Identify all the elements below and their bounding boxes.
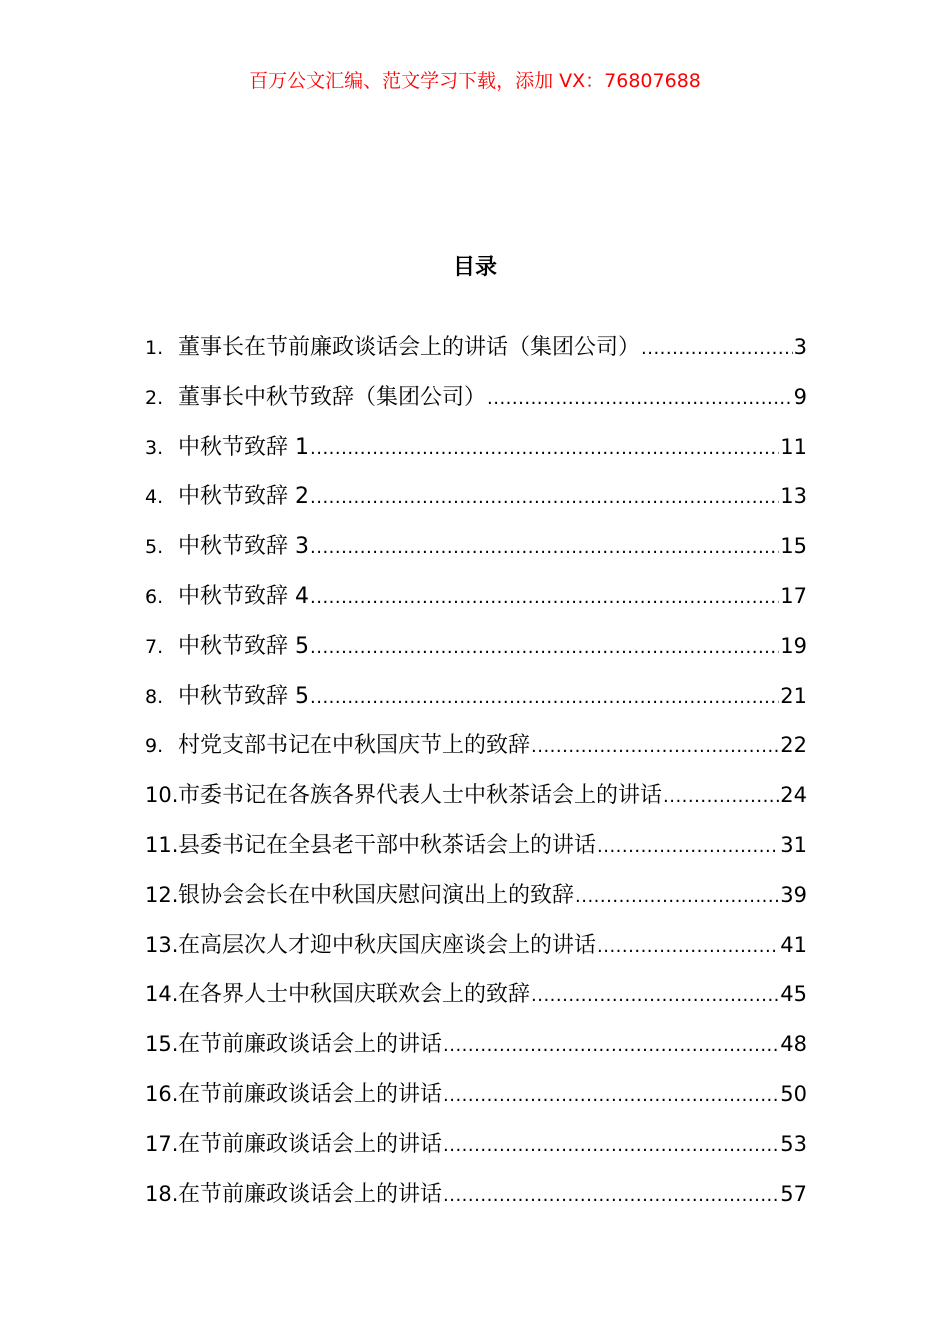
toc-entry-number: 6. [145,585,164,608]
dot-leader [443,1128,779,1164]
toc-entry-2[interactable] [145,379,807,429]
toc-entry-text: 县委书记在全县老干部中秋茶话会上的讲话 [178,832,597,858]
toc-entry-page: 21 [780,683,807,708]
toc-entry-number: 9. [145,735,164,758]
toc-entry-text: 中秋节致辞 5 [178,683,309,709]
toc-entry-17[interactable] [145,1126,807,1176]
dot-leader [310,580,779,616]
toc-entry-number: 1. [145,337,164,359]
dot-leader [310,680,779,716]
toc-entry-text: 在高层次人才迎中秋庆国庆座谈会上的讲话 [178,932,597,958]
toc-entry-page: 19 [780,633,807,658]
toc-entry-number: 7. [145,635,164,658]
toc-entry-page: 48 [780,1032,807,1057]
toc-entry-text: 市委书记在各族各界代表人士中秋茶话会上的讲话 [178,783,663,809]
toc-entry-page: 57 [780,1181,807,1206]
toc-entry-text: 在各界人士中秋国庆联欢会上的致辞 [178,982,531,1008]
toc-entry-7[interactable] [145,628,807,678]
toc-entry-page: 3 [793,335,807,359]
toc-entry-5[interactable] [145,528,807,578]
dot-leader [310,530,779,566]
dot-leader [487,381,793,417]
dot-leader [443,1178,779,1214]
dot-leader [531,978,779,1014]
toc-entry-text: 中秋节致辞 2 [178,484,309,510]
toc-title: 目录 [452,255,497,280]
toc-entry-8[interactable] [145,678,807,728]
toc-entry-9[interactable] [145,727,807,777]
toc-entry-page: 9 [793,384,807,409]
toc-entry-18[interactable] [145,1176,807,1226]
toc-entry-text: 董事长在节前廉政谈话会上的讲话（集团公司） [178,335,641,360]
toc-entry-text: 中秋节致辞 3 [178,534,309,560]
toc-entry-page: 31 [780,832,807,857]
toc-entry-14[interactable] [145,976,807,1026]
toc-entry-text: 在节前廉政谈话会上的讲话 [178,1081,443,1107]
dot-leader [310,630,779,666]
toc-entry-page: 13 [780,484,807,509]
toc-entry-number: 13. [145,932,179,957]
table-of-contents [145,329,807,1225]
toc-entry-text: 村党支部书记在中秋国庆节上的致辞 [178,733,531,759]
toc-entry-number: 14. [145,982,179,1007]
dot-leader [310,480,779,516]
toc-entry-13[interactable] [145,927,807,977]
toc-entry-text: 中秋节致辞 1 [178,434,309,460]
toc-entry-text: 在节前廉政谈话会上的讲话 [178,1181,443,1207]
toc-entry-15[interactable] [145,1026,807,1076]
dot-leader [575,879,779,915]
toc-entry-number: 2. [145,386,164,409]
toc-entry-page: 17 [780,583,807,608]
toc-entry-page: 15 [780,534,807,559]
dot-leader [443,1078,779,1114]
toc-entry-text: 在节前廉政谈话会上的讲话 [178,1032,443,1058]
dot-leader [597,829,779,865]
dot-leader [443,1028,779,1064]
toc-entry-text: 银协会会长在中秋国庆慰问演出上的致辞 [178,882,575,908]
toc-entry-page: 22 [780,733,807,758]
toc-entry-text: 中秋节致辞 5 [178,633,309,659]
dot-leader [641,331,793,367]
toc-entry-page: 11 [780,434,807,459]
dot-leader [663,779,779,815]
toc-entry-page: 45 [780,982,807,1007]
toc-entry-3[interactable] [145,429,807,479]
toc-entry-10[interactable] [145,777,807,827]
toc-entry-16[interactable] [145,1076,807,1126]
toc-entry-1[interactable] [145,329,807,379]
toc-entry-6[interactable] [145,578,807,628]
toc-entry-text: 中秋节致辞 4 [178,583,309,609]
toc-entry-text: 在节前廉政谈话会上的讲话 [178,1131,443,1157]
toc-entry-number: 11. [145,832,179,857]
toc-entry-number: 18. [145,1181,179,1206]
toc-entry-11[interactable] [145,827,807,877]
dot-leader [310,431,779,467]
dot-leader [597,929,779,965]
toc-entry-number: 17. [145,1131,179,1156]
toc-entry-page: 41 [780,932,807,957]
toc-entry-4[interactable] [145,478,807,528]
toc-entry-page: 50 [780,1081,807,1106]
toc-entry-text: 董事长中秋节致辞（集团公司） [178,384,487,410]
toc-entry-number: 8. [145,685,164,708]
toc-entry-number: 10. [145,783,179,808]
toc-entry-number: 3. [145,436,164,459]
toc-entry-number: 15. [145,1032,179,1057]
toc-entry-number: 16. [145,1081,179,1106]
toc-entry-number: 5. [145,536,164,559]
toc-entry-page: 39 [780,882,807,907]
toc-entry-12[interactable] [145,877,807,927]
toc-entry-page: 24 [780,783,807,808]
header-promo-text: 百万公文汇编、范文学习下载，添加 VX：76807688 [249,70,701,92]
dot-leader [531,729,779,765]
toc-entry-page: 53 [780,1131,807,1156]
toc-entry-number: 12. [145,882,179,907]
toc-entry-number: 4. [145,486,164,509]
